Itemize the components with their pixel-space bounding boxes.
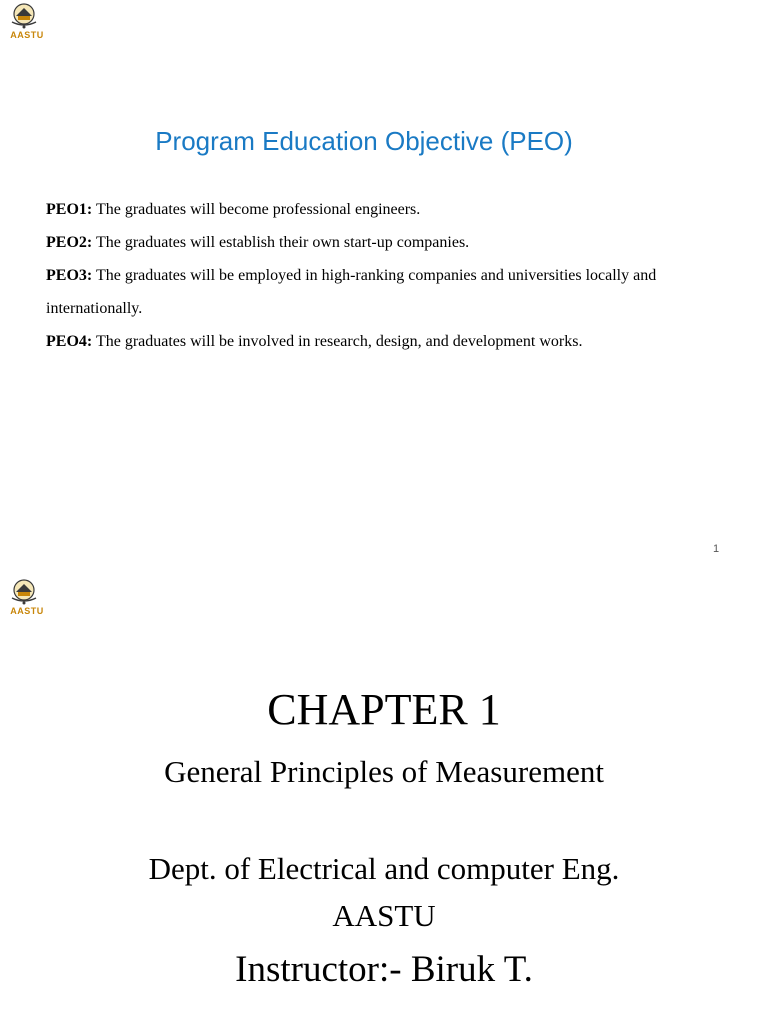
peo-code: PEO4: [46,333,93,350]
logo-text: AASTU [10,30,44,40]
peo-list [46,193,706,358]
peo-text: The graduates will become professional engineers. [95,201,421,218]
chapter-subtitle: General Principles of Measurement [164,754,604,789]
department: Dept. of Electrical and computer Eng. [148,851,620,886]
aastu-emblem-icon [4,578,50,608]
peo-code: PEO2: [46,234,93,251]
list-item [46,193,706,226]
slide-2 [0,576,768,1024]
list-item [46,325,706,358]
slide-title: Program Education Objective (PEO) [155,126,573,156]
list-item [46,259,706,325]
instructor: Instructor:- Biruk T. [235,949,533,990]
peo-text: The graduates will be employed in high-ranking companies and universities locally and internationally. [46,267,657,317]
peo-code: PEO3: [46,267,93,284]
chapter-title: CHAPTER 1 [267,685,501,734]
peo-text: The graduates will establish their own start-up companies. [95,234,470,251]
peo-text: The graduates will be involved in research, design, and development works. [95,333,583,350]
aastu-emblem-icon [4,2,50,32]
page-number: 1 [713,543,720,555]
logo-text: AASTU [10,606,44,616]
list-item [46,226,706,259]
peo-code: PEO1: [46,201,93,218]
university: AASTU [332,898,436,933]
aastu-logo [4,2,50,42]
aastu-logo [4,578,50,618]
